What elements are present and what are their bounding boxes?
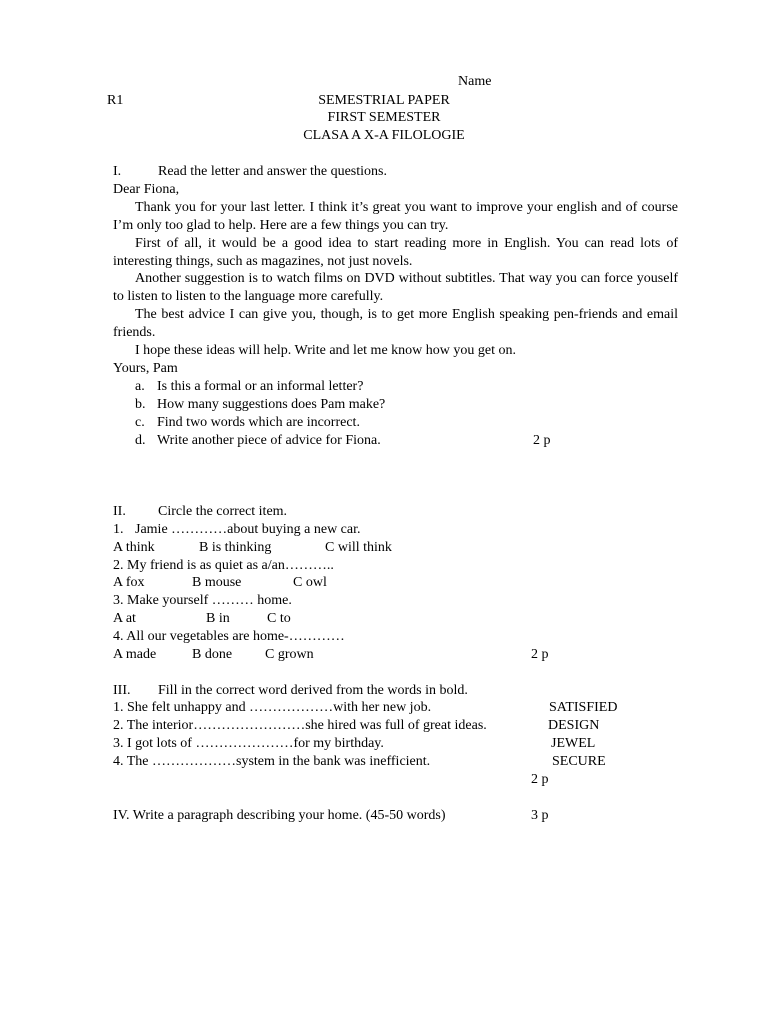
section-4-task: IV. Write a paragraph describing your home. (45-50 words) [113,808,446,823]
option-c: C owl [293,575,327,590]
class-label: CLASA A X-A FILOLOGIE [303,128,465,143]
section-2-question-2: 2. My friend is as quiet as a/an……….. [113,558,334,573]
letter-paragraph-3 [113,270,678,306]
section-2-points: 2 p [531,647,549,662]
question-label: b. [135,397,146,412]
letter-paragraph-4 [113,306,678,342]
section-2-instruction: Circle the correct item. [158,504,288,519]
option-a: A think [113,540,155,555]
letter-paragraph-4-text: The best advice I can give you, though, is to get more English speaking pen-friends and email friends. [113,307,678,340]
question-text: Find two words which are incorrect. [157,415,360,430]
letter-paragraph-5 [113,342,678,360]
option-b: B is thinking [199,540,272,555]
letter-paragraph-1 [113,199,678,235]
question-text: How many suggestions does Pam make? [157,397,386,412]
section-3-instruction: Fill in the correct word derived from the words in bold. [158,683,468,698]
question-text: Jamie …………about buying a new car. [135,522,361,537]
letter-paragraph-2-text: First of all, it would be a good idea to start reading more in English. You can read lots of interesting things, such as magazines, not just novels. [113,236,678,269]
letter-greeting: Dear Fiona, [113,182,180,197]
section-3-sentence-3: 3. I got lots of …………………for my birthday. [113,736,384,751]
semester-label: FIRST SEMESTER [327,110,441,125]
section-3-number: III. [113,683,131,698]
paper-title: SEMESTRIAL PAPER [318,93,450,108]
section-1-heading [113,163,387,181]
section-1-points: 2 p [533,433,551,448]
name-label: Name [458,74,492,89]
option-b: B mouse [192,575,242,590]
question-label: a. [135,379,145,394]
question-b [135,396,385,414]
letter-paragraph-2 [113,235,678,271]
question-label: 1. [113,522,124,537]
section-3-sentence-1: 1. She felt unhappy and ………………with her new job. [113,700,432,715]
section-3-sentence-2: 2. The interior……………………she hired was full of great ideas. [113,718,487,733]
option-c: C will think [325,540,392,555]
option-b: B done [192,647,233,662]
option-c: C to [267,611,291,626]
section-2-number: II. [113,504,126,519]
section-3-points: 2 p [531,772,549,787]
question-c [135,414,360,432]
option-a: A at [113,611,136,626]
question-label: d. [135,433,146,448]
section-1-number: I. [113,164,122,179]
option-a: A fox [113,575,145,590]
section-2-heading [113,503,287,521]
section-3-word-1: SATISFIED [549,700,618,715]
question-d [135,432,381,450]
option-c: C grown [265,647,314,662]
section-3-heading [113,682,468,700]
letter-paragraph-1-text: Thank you for your last letter. I think it’s great you want to improve your english and of course I’m only too glad to help. Here are a few things you can try. [113,200,678,233]
section-2-question-1 [113,521,361,539]
section-3-word-2: DESIGN [548,718,600,733]
section-3-word-3: JEWEL [551,736,596,751]
option-b: B in [206,611,230,626]
letter-closing: Yours, Pam [113,361,178,376]
section-3-word-4: SECURE [552,754,606,769]
option-a: A made [113,647,157,662]
letter-paragraph-3-text: Another suggestion is to watch films on DVD without subtitles. That way you can force youself to listen to listen to the language more carefully. [113,271,678,304]
section-4-points: 3 p [531,808,549,823]
question-text: Write another piece of advice for Fiona. [157,433,381,448]
paper-code: R1 [107,93,124,108]
question-label: c. [135,415,145,430]
section-2-question-4: 4. All our vegetables are home-………… [113,629,345,644]
section-3-sentence-4: 4. The ………………system in the bank was inefficient. [113,754,431,769]
question-a [135,378,363,396]
section-1-instruction: Read the letter and answer the questions. [158,164,387,179]
section-2-question-3: 3. Make yourself ……… home. [113,593,292,608]
letter-paragraph-5-text: I hope these ideas will help. Write and let me know how you get on. [135,343,516,358]
question-text: Is this a formal or an informal letter? [157,379,364,394]
